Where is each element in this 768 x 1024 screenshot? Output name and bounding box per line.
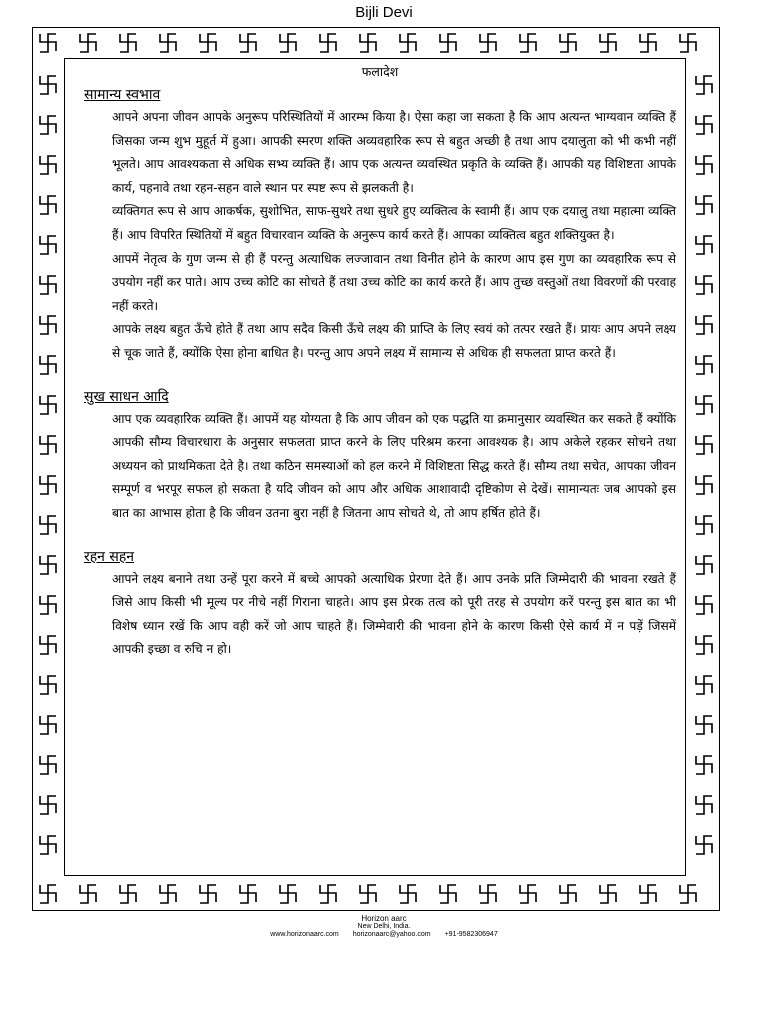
swastika-icon	[36, 433, 60, 457]
swastika-icon	[36, 273, 60, 297]
paragraph: व्यक्तिगत रूप से आप आकर्षक, सुशोभित, साफ-सुथरे तथा सुधरे हुए व्यक्तित्व के स्वामी हैं। आप एक दयालु तथा महात्मा व्यक्ति हैं। आप विपरित स्थितियों में बहुत विचारवान व्यक्ति के अनुरूप कार्य करते हैं। आपका व्यक्तित्व बहुत शक्तियुक्त है।	[112, 204, 676, 242]
paragraph: आपके लक्ष्य बहुत ऊँचे होते हैं तथा आप सदैव किसी ऊँचे लक्ष्य की प्राप्ति के लिए स्वयं को तत्पर रखते हैं। प्रायः आप अपने लक्ष्य से चूक जाते हैं, क्योंकि ऐसा होना बाधित है। परन्तु आप अपने लक्ष्य में सामान्य से अधिक ही सफलता प्राप्त करते हैं।	[112, 322, 676, 360]
swastika-icon	[36, 513, 60, 537]
swastika-icon	[692, 433, 716, 457]
section-heading: सुख साधन आदि	[84, 388, 169, 405]
paragraph: आपमें नेतृत्व के गुण जन्म से ही हैं परन्तु अत्याधिक लज्जावान तथा विनीत होने के कारण आप इस गुण का व्यवहारिक रूप से उपयोग नहीं कर पाते। आप उच्च कोटि का सोचते हैं तथा उच्च कोटि का कार्य करते हैं। आप तुच्छ वस्तुओं तथा विवरणों की परवाह नहीं करते।	[112, 251, 676, 313]
swastika-icon	[692, 473, 716, 497]
swastika-icon	[436, 882, 460, 906]
swastika-icon	[36, 353, 60, 377]
swastika-icon	[356, 31, 380, 55]
swastika-icon	[156, 31, 180, 55]
footer	[0, 915, 768, 939]
swastika-icon	[692, 393, 716, 417]
swastika-icon	[76, 882, 100, 906]
swastika-icon	[116, 882, 140, 906]
swastika-icon	[676, 31, 700, 55]
swastika-icon	[36, 882, 60, 906]
swastika-icon	[692, 833, 716, 857]
swastika-icon	[692, 513, 716, 537]
swastika-icon	[516, 882, 540, 906]
paragraph: आपने अपना जीवन आपके अनुरूप परिस्थितियों में आरम्भ किया है। ऐसा कहा जा सकता है कि आप अत्यन्त भाग्यवान व्यक्ति हैं जिसका जन्म शुभ मुहूर्त में हुआ। आपकी स्मरण शक्ति अव्यवहारिक रूप से बहुत अच्छी है तथा आप दयालुता को भी कभी नहीं भूलते। आप आवश्यकता से अधिक सभ्य व्यक्ति हैं। आप एक अत्यन्त व्यवस्थित प्रकृति के व्यक्ति हैं। आपकी यह विशिष्टता आपके कार्य, पहनावे तथा रहन-सहन वाले स्थान पर स्पष्ट रूप से झलकती है।	[112, 110, 676, 195]
paragraph: आपने लक्ष्य बनाने तथा उन्हें पूरा करने में बच्चे आपको अत्याधिक प्रेरणा देते हैं। आप उनके प्रति जिम्मेदारी की भावना रखते हैं जिसे आप किसी भी मूल्य पर नीचे नहीं गिराना चाहते। आप इस प्रेरक तत्व को पूरी तरह से उपयोग करें परन्तु इस बात का भी विशेष ध्यान रखें कि आप वही करें जो आप चाहते हैं। जिम्मेवारी की भावना होने के कारण किसी ऐसे कार्य में न पड़ें जिसमें आपकी इच्छा व रुचि न हो।	[112, 571, 676, 657]
swastika-icon	[36, 753, 60, 777]
swastika-icon	[36, 193, 60, 217]
swastika-icon	[556, 31, 580, 55]
swastika-icon	[156, 882, 180, 906]
swastika-icon	[692, 273, 716, 297]
swastika-icon	[36, 793, 60, 817]
swastika-icon	[596, 882, 620, 906]
swastika-icon	[476, 882, 500, 906]
swastika-icon	[396, 882, 420, 906]
section-general-nature	[84, 84, 676, 366]
swastika-icon	[692, 633, 716, 657]
swastika-icon	[316, 882, 340, 906]
swastika-icon	[36, 393, 60, 417]
swastika-icon	[692, 313, 716, 337]
swastika-icon	[692, 153, 716, 177]
swastika-icon	[36, 113, 60, 137]
swastika-icon	[692, 233, 716, 257]
swastika-icon	[396, 31, 420, 55]
swastika-icon	[36, 313, 60, 337]
section-lifestyle	[84, 546, 676, 662]
swastika-icon	[516, 31, 540, 55]
swastika-icon	[676, 882, 700, 906]
swastika-icon	[236, 31, 260, 55]
swastika-icon	[692, 353, 716, 377]
swastika-icon	[692, 753, 716, 777]
person-name-header: Bijli Devi	[355, 4, 413, 21]
swastika-icon	[36, 73, 60, 97]
swastika-icon	[36, 633, 60, 657]
swastika-icon	[692, 73, 716, 97]
swastika-icon	[36, 673, 60, 697]
swastika-icon	[36, 233, 60, 257]
swastika-icon	[692, 673, 716, 697]
swastika-icon	[692, 553, 716, 577]
section-comforts	[84, 386, 676, 526]
footer-city: New Delhi, India.	[357, 923, 411, 930]
swastika-icon	[692, 713, 716, 737]
footer-website[interactable]: www.horizonaarc.com	[270, 931, 339, 938]
swastika-icon	[596, 31, 620, 55]
footer-company: Horizon aarc	[361, 914, 407, 923]
swastika-icon	[36, 153, 60, 177]
swastika-icon	[196, 882, 220, 906]
swastika-icon	[36, 713, 60, 737]
swastika-icon	[196, 31, 220, 55]
swastika-icon	[36, 593, 60, 617]
paragraph: आप एक व्यवहारिक व्यक्ति हैं। आपमें यह योग्यता है कि आप जीवन को एक पद्धति या क्रमानुसार व्यवस्थित कर सकते हैं क्योंकि आपकी सौम्य विचारधारा के अनुसार सफलता प्राप्त करने के लिए परिश्रम करना आवश्यक है। आप अकेले रहकर सोचने तथा अध्ययन को प्राथमिकता देते है। तथा कठिन समस्याओं को हल करने में विशिष्टता सिद्ध करते हैं। सौम्य तथा सचेत, आपका जीवन सम्पूर्ण व भरपूर सफल हो सकता है यदि जीवन को आप और अधिक आशावादी दृष्टिकोण से देखें। सामान्यतः जब आपको इस बात का आभास होता है कि जीवन उतना बुरा नहीं है जितना आप सोचते थे, तो आप हर्षित होते हैं।	[112, 411, 676, 520]
swastika-icon	[236, 882, 260, 906]
swastika-icon	[36, 31, 60, 55]
swastika-icon	[436, 31, 460, 55]
swastika-icon	[692, 793, 716, 817]
swastika-icon	[476, 31, 500, 55]
section-heading: रहन सहन	[84, 548, 135, 565]
report-content	[84, 60, 676, 662]
swastika-icon	[356, 882, 380, 906]
report-title: फलादेश	[361, 64, 399, 79]
footer-phone: +91-9582306947	[444, 931, 498, 938]
swastika-icon	[692, 593, 716, 617]
swastika-icon	[36, 473, 60, 497]
footer-email[interactable]: horizonaarc@yahoo.com	[352, 931, 431, 938]
swastika-icon	[116, 31, 140, 55]
footer-contacts	[0, 931, 768, 939]
swastika-icon	[36, 833, 60, 857]
swastika-icon	[692, 193, 716, 217]
section-heading: सामान्य स्वभाव	[84, 87, 161, 103]
swastika-icon	[636, 31, 660, 55]
swastika-icon	[316, 31, 340, 55]
swastika-icon	[36, 553, 60, 577]
swastika-icon	[276, 31, 300, 55]
swastika-icon	[76, 31, 100, 55]
swastika-icon	[556, 882, 580, 906]
swastika-icon	[636, 882, 660, 906]
swastika-icon	[692, 113, 716, 137]
swastika-icon	[276, 882, 300, 906]
